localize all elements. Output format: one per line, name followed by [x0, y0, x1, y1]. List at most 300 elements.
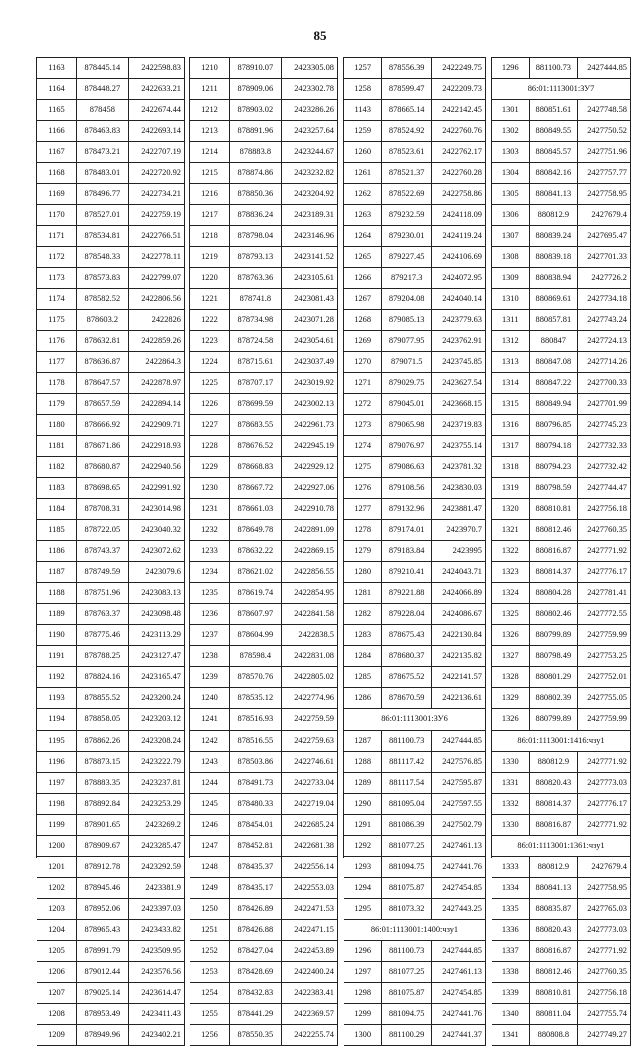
table-row: [190, 731, 338, 752]
table-row: [492, 815, 631, 836]
y-coordinate: 2427454.85: [432, 878, 486, 898]
y-coordinate: 2422805.02: [282, 667, 338, 687]
y-coordinate: 2423970.7: [432, 520, 486, 540]
table-row: [190, 394, 338, 415]
table-row: [190, 583, 338, 604]
y-coordinate: 2427776.17: [578, 562, 631, 582]
point-number: 1207: [37, 983, 77, 1003]
point-number: 1320: [492, 499, 530, 519]
x-coordinate: 879086.63: [382, 457, 432, 477]
x-coordinate: 880842.16: [530, 163, 579, 183]
y-coordinate: 2422929.12: [282, 457, 338, 477]
y-coordinate: 2427750.52: [578, 121, 631, 141]
table-row: [344, 289, 486, 310]
table-row: [190, 247, 338, 268]
x-coordinate: 878604.99: [230, 625, 282, 645]
point-number: 1180: [37, 415, 77, 435]
y-coordinate: 2423079.6: [129, 562, 185, 582]
table-row: [492, 920, 631, 941]
y-coordinate: 2422878.97: [129, 373, 185, 393]
point-number: 1305: [492, 184, 530, 204]
y-coordinate: 2422831.08: [282, 646, 338, 666]
point-number: 1329: [492, 688, 530, 708]
point-number: 1309: [492, 268, 530, 288]
y-coordinate: 2422762.17: [432, 142, 486, 162]
point-number: 1323: [492, 562, 530, 582]
x-coordinate: 878632.22: [230, 541, 282, 561]
table-row: [492, 625, 631, 646]
table-row: [492, 205, 631, 226]
x-coordinate: 878862.26: [77, 731, 129, 751]
y-coordinate: 2427755.05: [578, 688, 631, 708]
y-coordinate: 2427758.95: [578, 878, 631, 898]
point-number: 1274: [344, 436, 382, 456]
table-row: [492, 604, 631, 625]
x-coordinate: 878675.52: [382, 667, 432, 687]
point-number: 1218: [190, 226, 230, 246]
x-coordinate: 879076.97: [382, 436, 432, 456]
x-coordinate: 878603.2: [77, 310, 129, 330]
coordinate-table: [36, 57, 630, 1039]
point-number: 1311: [492, 310, 530, 330]
x-coordinate: 878734.98: [230, 310, 282, 330]
y-coordinate: 2424106.69: [432, 247, 486, 267]
x-coordinate: 878824.16: [77, 667, 129, 687]
point-number: 1324: [492, 583, 530, 603]
table-row: [344, 520, 486, 541]
table-row: [344, 310, 486, 331]
y-coordinate: 2422864.3: [129, 352, 185, 372]
y-coordinate: 2427773.03: [578, 773, 631, 793]
x-coordinate: 880811.04: [530, 1004, 579, 1024]
table-row: [190, 352, 338, 373]
x-coordinate: 881100.29: [382, 1025, 432, 1045]
point-number: 1330: [492, 815, 530, 835]
table-row: [492, 941, 631, 962]
point-number: 1170: [37, 205, 77, 225]
x-coordinate: 878516.93: [230, 709, 282, 729]
table-row: [37, 604, 185, 625]
x-coordinate: 880808.8: [530, 1025, 579, 1045]
point-number: 1254: [190, 983, 230, 1003]
table-row: [344, 79, 486, 100]
x-coordinate: 878949.96: [77, 1025, 129, 1045]
point-number: 1268: [344, 310, 382, 330]
y-coordinate: 2427441.76: [432, 1004, 486, 1024]
point-number: 1224: [190, 352, 230, 372]
x-coordinate: 880799.89: [530, 625, 579, 645]
point-number: 1304: [492, 163, 530, 183]
y-coordinate: 2427679.4: [578, 857, 631, 877]
table-row: [344, 1025, 486, 1046]
table-row: [492, 478, 631, 499]
table-row: [492, 899, 631, 920]
table-row: [190, 667, 338, 688]
section-header: 86:01:1113001:ЗУ7: [492, 79, 631, 99]
x-coordinate: 878741.8: [230, 289, 282, 309]
point-number: 1231: [190, 499, 230, 519]
x-coordinate: 878452.81: [230, 836, 282, 856]
y-coordinate: 2423232.82: [282, 163, 338, 183]
table-row: [190, 184, 338, 205]
table-row: [37, 731, 185, 752]
table-row: [37, 436, 185, 457]
y-coordinate: 2427781.41: [578, 583, 631, 603]
x-coordinate: 878483.01: [77, 163, 129, 183]
table-row: [37, 247, 185, 268]
point-number: 1191: [37, 646, 77, 666]
point-number: 1321: [492, 520, 530, 540]
x-coordinate: 881075.87: [382, 878, 432, 898]
x-coordinate: 880816.87: [530, 541, 579, 561]
y-coordinate: 2422681.38: [282, 836, 338, 856]
y-coordinate: 2422806.56: [129, 289, 185, 309]
y-coordinate: 2427771.92: [578, 941, 631, 961]
section-header: 86:01:1113001:ЗУ6: [344, 709, 486, 729]
point-number: 1319: [492, 478, 530, 498]
y-coordinate: 2427756.18: [578, 499, 631, 519]
y-coordinate: 2423098.48: [129, 604, 185, 624]
y-coordinate: 2422859.26: [129, 331, 185, 351]
x-coordinate: 881077.25: [382, 962, 432, 982]
x-coordinate: 880838.94: [530, 268, 579, 288]
y-coordinate: 2427771.92: [578, 541, 631, 561]
point-number: 1314: [492, 373, 530, 393]
table-row: [492, 184, 631, 205]
y-coordinate: 2422910.78: [282, 499, 338, 519]
point-number: 1164: [37, 79, 77, 99]
y-coordinate: 2422453.89: [282, 941, 338, 961]
x-coordinate: 878534.81: [77, 226, 129, 246]
point-number: 1216: [190, 184, 230, 204]
table-row: [190, 857, 338, 878]
y-coordinate: 2423208.24: [129, 731, 185, 751]
x-coordinate: 878743.37: [77, 541, 129, 561]
table-row: [190, 58, 338, 79]
y-coordinate: 2423105.61: [282, 268, 338, 288]
y-coordinate: 2423292.59: [129, 857, 185, 877]
y-coordinate: 2427772.55: [578, 604, 631, 624]
point-number: 1312: [492, 331, 530, 351]
point-number: 1247: [190, 836, 230, 856]
x-coordinate: 878892.84: [77, 794, 129, 814]
point-number: 1284: [344, 646, 382, 666]
point-number: 1232: [190, 520, 230, 540]
table-row: [492, 394, 631, 415]
x-coordinate: 878619.74: [230, 583, 282, 603]
table-row: [190, 268, 338, 289]
point-number: 1277: [344, 499, 382, 519]
x-coordinate: 878724.58: [230, 331, 282, 351]
point-number: 1199: [37, 815, 77, 835]
y-coordinate: 2422991.92: [129, 478, 185, 498]
y-coordinate: 2427441.37: [432, 1025, 486, 1045]
y-coordinate: 2423083.13: [129, 583, 185, 603]
y-coordinate: 2422766.51: [129, 226, 185, 246]
point-number: 1273: [344, 415, 382, 435]
y-coordinate: 2423668.15: [432, 394, 486, 414]
x-coordinate: 880798.59: [530, 478, 579, 498]
point-number: 1198: [37, 794, 77, 814]
y-coordinate: 2427461.13: [432, 962, 486, 982]
table-row: [37, 562, 185, 583]
table-row: [344, 815, 486, 836]
point-number: 1225: [190, 373, 230, 393]
y-coordinate: 2427679.4: [578, 205, 631, 225]
table-row: [344, 1004, 486, 1025]
x-coordinate: 878855.52: [77, 688, 129, 708]
table-row: [190, 1025, 338, 1046]
point-number: 1299: [344, 1004, 382, 1024]
x-coordinate: 878836.24: [230, 205, 282, 225]
y-coordinate: 2422734.21: [129, 184, 185, 204]
table-row: [190, 962, 338, 983]
x-coordinate: 878636.87: [77, 352, 129, 372]
table-row: [190, 541, 338, 562]
y-coordinate: 2423113.29: [129, 625, 185, 645]
table-row: [37, 709, 185, 730]
table-row: [344, 394, 486, 415]
table-block-4: [491, 57, 631, 1039]
x-coordinate: 878945.46: [77, 878, 129, 898]
point-number: 1222: [190, 310, 230, 330]
point-number: 1293: [344, 857, 382, 877]
y-coordinate: 2427776.17: [578, 794, 631, 814]
x-coordinate: 878912.78: [77, 857, 129, 877]
point-number: 1221: [190, 289, 230, 309]
table-row: [344, 941, 486, 962]
table-row: [37, 688, 185, 709]
table-row: [190, 142, 338, 163]
point-number: 1196: [37, 752, 77, 772]
point-number: 1270: [344, 352, 382, 372]
point-number: 1213: [190, 121, 230, 141]
point-number: 1241: [190, 709, 230, 729]
x-coordinate: 878448.27: [77, 79, 129, 99]
x-coordinate: 880849.94: [530, 394, 579, 414]
x-coordinate: 880869.61: [530, 289, 579, 309]
table-row: [37, 815, 185, 836]
x-coordinate: 878667.72: [230, 478, 282, 498]
point-number: 1193: [37, 688, 77, 708]
table-row: [492, 310, 631, 331]
table-row: [492, 457, 631, 478]
point-number: 1257: [344, 58, 382, 78]
y-coordinate: 2427724.13: [578, 331, 631, 351]
point-number: 1256: [190, 1025, 230, 1045]
x-coordinate: 880835.87: [530, 899, 579, 919]
x-coordinate: 878775.46: [77, 625, 129, 645]
table-row: [37, 289, 185, 310]
table-row: [37, 878, 185, 899]
point-number: 1300: [344, 1025, 382, 1045]
point-number: 1285: [344, 667, 382, 687]
table-row: [190, 226, 338, 247]
table-row: [37, 541, 185, 562]
table-row: [37, 478, 185, 499]
x-coordinate: 878527.01: [77, 205, 129, 225]
table-row: [190, 562, 338, 583]
y-coordinate: 2427773.03: [578, 920, 631, 940]
y-coordinate: 2427751.96: [578, 142, 631, 162]
y-coordinate: 2422759.19: [129, 205, 185, 225]
x-coordinate: 878891.96: [230, 121, 282, 141]
x-coordinate: 878649.78: [230, 520, 282, 540]
y-coordinate: 2422854.95: [282, 583, 338, 603]
x-coordinate: 880814.37: [530, 562, 579, 582]
point-number: 1181: [37, 436, 77, 456]
x-coordinate: 878698.65: [77, 478, 129, 498]
table-row: [492, 773, 631, 794]
y-coordinate: 2422759.63: [282, 731, 338, 751]
point-number: 1188: [37, 583, 77, 603]
y-coordinate: 2423381.9: [129, 878, 185, 898]
point-number: 1271: [344, 373, 382, 393]
table-row: [190, 289, 338, 310]
x-coordinate: 878427.04: [230, 941, 282, 961]
x-coordinate: 878480.33: [230, 794, 282, 814]
point-number: 1236: [190, 604, 230, 624]
table-row: [37, 1025, 185, 1046]
point-number: 1235: [190, 583, 230, 603]
y-coordinate: 2427700.33: [578, 373, 631, 393]
x-coordinate: 878550.35: [230, 1025, 282, 1045]
table-row: [190, 79, 338, 100]
point-number: 1171: [37, 226, 77, 246]
point-number: 1252: [190, 941, 230, 961]
y-coordinate: 2424118.09: [432, 205, 486, 225]
y-coordinate: 2427443.25: [432, 899, 486, 919]
x-coordinate: 878680.87: [77, 457, 129, 477]
x-coordinate: 878965.43: [77, 920, 129, 940]
x-coordinate: 878632.81: [77, 331, 129, 351]
point-number: 1281: [344, 583, 382, 603]
x-coordinate: 878570.76: [230, 667, 282, 687]
point-number: 1283: [344, 625, 382, 645]
x-coordinate: 881117.42: [382, 752, 432, 772]
table-row: [190, 436, 338, 457]
table-row: [492, 415, 631, 436]
table-row: [344, 58, 486, 79]
x-coordinate: 878661.03: [230, 499, 282, 519]
table-row: [190, 499, 338, 520]
y-coordinate: 2422826: [129, 310, 185, 330]
x-coordinate: 878883.35: [77, 773, 129, 793]
point-number: 1186: [37, 541, 77, 561]
y-coordinate: 2423019.92: [282, 373, 338, 393]
x-coordinate: 880796.85: [530, 415, 579, 435]
table-row: [37, 667, 185, 688]
x-coordinate: 878676.52: [230, 436, 282, 456]
table-row: [37, 373, 185, 394]
x-coordinate: 881094.75: [382, 857, 432, 877]
x-coordinate: 878445.14: [77, 58, 129, 78]
x-coordinate: 878535.12: [230, 688, 282, 708]
y-coordinate: 2427765.03: [578, 899, 631, 919]
table-row: [492, 247, 631, 268]
point-number: 1214: [190, 142, 230, 162]
table-row: [344, 184, 486, 205]
point-number: 1166: [37, 121, 77, 141]
point-number: 1316: [492, 415, 530, 435]
y-coordinate: 2423037.49: [282, 352, 338, 372]
y-coordinate: 2423014.98: [129, 499, 185, 519]
table-row: [344, 604, 486, 625]
point-number: 1215: [190, 163, 230, 183]
y-coordinate: 2423719.83: [432, 415, 486, 435]
y-coordinate: 2427743.24: [578, 310, 631, 330]
y-coordinate: 2422598.83: [129, 58, 185, 78]
y-coordinate: 2423054.61: [282, 331, 338, 351]
y-coordinate: 2423779.63: [432, 310, 486, 330]
table-block-1: [36, 57, 185, 1039]
y-coordinate: 2422733.04: [282, 773, 338, 793]
x-coordinate: 880841.13: [530, 878, 579, 898]
point-number: 1296: [492, 58, 530, 78]
table-row: [37, 625, 185, 646]
y-coordinate: 2423411.43: [129, 1004, 185, 1024]
point-number: 1303: [492, 142, 530, 162]
x-coordinate: 878763.36: [230, 268, 282, 288]
table-row: [37, 836, 185, 857]
x-coordinate: 879232.59: [382, 205, 432, 225]
y-coordinate: 2422945.19: [282, 436, 338, 456]
point-number: 1336: [492, 920, 530, 940]
table-row: [492, 100, 631, 121]
y-coordinate: 2427760.35: [578, 962, 631, 982]
point-number: 1262: [344, 184, 382, 204]
point-number: 1197: [37, 773, 77, 793]
y-coordinate: 2422471.53: [282, 899, 338, 919]
y-coordinate: 2424040.14: [432, 289, 486, 309]
point-number: 1205: [37, 941, 77, 961]
point-number: 1325: [492, 604, 530, 624]
table-row: [344, 836, 486, 857]
x-coordinate: 881095.04: [382, 794, 432, 814]
y-coordinate: 2427748.58: [578, 100, 631, 120]
x-coordinate: 878991.79: [77, 941, 129, 961]
y-coordinate: 2423146.96: [282, 226, 338, 246]
table-row: [190, 415, 338, 436]
point-number: 1163: [37, 58, 77, 78]
y-coordinate: 2427576.85: [432, 752, 486, 772]
x-coordinate: 880812.9: [530, 205, 579, 225]
point-number: 1266: [344, 268, 382, 288]
x-coordinate: 878441.29: [230, 1004, 282, 1024]
table-row: [190, 604, 338, 625]
x-coordinate: 880798.49: [530, 646, 579, 666]
y-coordinate: 2422553.03: [282, 878, 338, 898]
table-row: [492, 163, 631, 184]
point-number: 1177: [37, 352, 77, 372]
y-coordinate: 2423237.81: [129, 773, 185, 793]
point-number: 1315: [492, 394, 530, 414]
x-coordinate: 878463.83: [77, 121, 129, 141]
y-coordinate: 2423257.64: [282, 121, 338, 141]
table-row: [37, 920, 185, 941]
x-coordinate: 878670.59: [382, 688, 432, 708]
y-coordinate: 2423402.21: [129, 1025, 185, 1045]
y-coordinate: 2422891.09: [282, 520, 338, 540]
table-row: [190, 752, 338, 773]
y-coordinate: 2424072.95: [432, 268, 486, 288]
y-coordinate: 2423071.28: [282, 310, 338, 330]
point-number: 1290: [344, 794, 382, 814]
x-coordinate: 879217.3: [382, 268, 432, 288]
point-number: 1210: [190, 58, 230, 78]
point-number: 1230: [190, 478, 230, 498]
x-coordinate: 879183.84: [382, 541, 432, 561]
